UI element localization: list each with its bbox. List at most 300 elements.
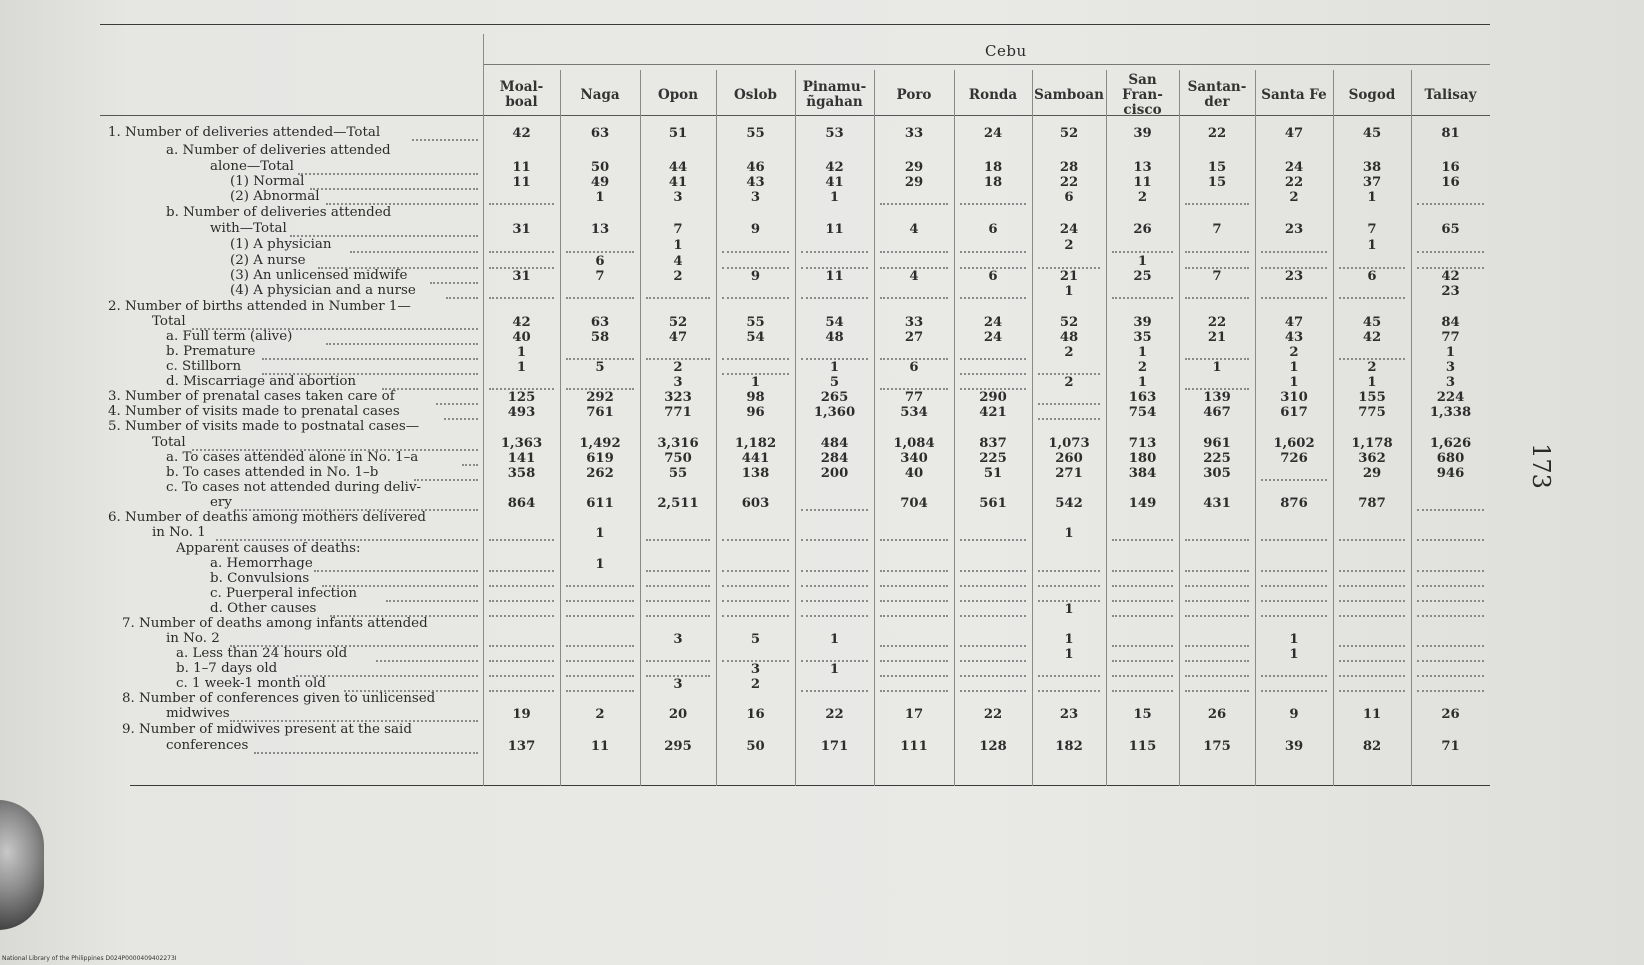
table-cell: 11 — [1133, 175, 1152, 190]
table-cell: 1 — [1137, 345, 1148, 360]
table-cell: 225 — [979, 451, 1007, 466]
leader-dots — [310, 188, 478, 190]
row-label: ery — [210, 495, 232, 510]
table-cell: 1 — [1289, 647, 1299, 662]
table-cell: 864 — [507, 496, 536, 511]
table-cell: 51 — [983, 466, 1003, 481]
table-cell: 467 — [1203, 405, 1231, 420]
column-header: Poro — [896, 86, 932, 103]
empty-cell-dots — [960, 675, 1026, 677]
row-label: 6. Number of deaths among mothers delivered — [108, 510, 426, 525]
table-cell: 45 — [1362, 126, 1382, 141]
table-cell: 5 — [829, 375, 840, 390]
empty-cell-dots — [960, 251, 1026, 253]
empty-cell-dots — [880, 539, 948, 541]
empty-cell-dots — [566, 675, 634, 677]
empty-cell-dots — [801, 615, 868, 617]
table-cell: 1,602 — [1273, 436, 1315, 451]
empty-cell-dots — [1417, 585, 1484, 587]
empty-cell-dots — [1417, 539, 1484, 541]
table-cell: 1 — [1064, 284, 1074, 299]
row-label: a. Less than 24 hours old — [176, 646, 348, 661]
table-cell: 21 — [1059, 269, 1079, 284]
table-cell: 1 — [829, 190, 840, 205]
table-cell: 421 — [979, 405, 1007, 420]
table-cell: 2 — [1289, 190, 1299, 205]
row-label: b. Convulsions — [210, 571, 310, 586]
empty-cell-dots — [489, 660, 554, 662]
row-label: with—Total — [210, 221, 287, 236]
table-cell: 149 — [1128, 496, 1157, 511]
table-cell: 55 — [746, 126, 765, 141]
empty-cell-dots — [1261, 251, 1327, 253]
table-cell: 77 — [904, 390, 924, 405]
table-cell: 3,316 — [657, 436, 699, 451]
table-cell: 55 — [668, 466, 688, 481]
table-cell: 4 — [909, 222, 919, 237]
empty-cell-dots — [566, 690, 634, 692]
empty-cell-dots — [1112, 675, 1173, 677]
table-cell: 290 — [979, 390, 1007, 405]
table-cell: 961 — [1203, 436, 1231, 451]
table-cell: 31 — [512, 222, 531, 237]
table-cell: 20 — [668, 707, 688, 722]
table-cell: 15 — [1207, 175, 1227, 190]
table-cell: 11 — [825, 269, 844, 284]
table-cell: 17 — [904, 707, 924, 722]
empty-cell-dots — [489, 251, 554, 253]
empty-cell-dots — [489, 675, 554, 677]
column-header: San Fran- cisco — [1122, 71, 1163, 118]
table-cell: 22 — [1207, 315, 1227, 330]
table-cell: 58 — [590, 330, 610, 345]
table-cell: 1 — [595, 557, 605, 572]
table-cell: 1,360 — [813, 405, 856, 420]
table-cell: 65 — [1441, 222, 1460, 237]
table-cell: 19 — [512, 707, 531, 722]
table-cell: 26 — [1133, 222, 1152, 237]
empty-cell-dots — [646, 297, 710, 299]
table-cell: 1 — [1367, 190, 1377, 205]
table-cell: 1,338 — [1429, 405, 1472, 420]
table-cell: 384 — [1128, 466, 1157, 481]
table-cell: 1,178 — [1351, 436, 1393, 451]
table-cell: 11 — [512, 175, 531, 190]
table-cell: 3 — [673, 632, 683, 647]
table-cell: 21 — [1207, 330, 1227, 345]
table-cell: 13 — [590, 222, 610, 237]
table-cell: 155 — [1358, 390, 1386, 405]
table-cell: 27 — [904, 330, 924, 345]
empty-cell-dots — [1185, 585, 1249, 587]
table-cell: 1 — [1137, 375, 1148, 390]
table-cell: 946 — [1436, 466, 1465, 481]
row-label: (4) A physician and a nurse — [230, 283, 416, 298]
table-cell: 182 — [1055, 739, 1083, 754]
row-label: (1) A physician — [230, 237, 332, 252]
column-header: Santan- der — [1187, 79, 1247, 110]
table-cell: 260 — [1055, 451, 1083, 466]
table-cell: 358 — [507, 466, 536, 481]
group-header: Cebu — [985, 42, 1027, 60]
table-cell: 7 — [673, 222, 683, 237]
table-cell: 7 — [1212, 222, 1222, 237]
leader-dots — [314, 570, 478, 572]
table-cell: 2 — [673, 360, 683, 375]
table-cell: 33 — [904, 126, 924, 141]
column-header: Opon — [657, 86, 699, 103]
empty-cell-dots — [1261, 539, 1327, 541]
empty-cell-dots — [1339, 539, 1405, 541]
table-cell: 2 — [1064, 238, 1074, 253]
table-cell: 1 — [1064, 526, 1074, 541]
empty-cell-dots — [801, 585, 868, 587]
empty-cell-dots — [801, 690, 868, 692]
empty-cell-dots — [960, 660, 1026, 662]
leader-dots — [436, 403, 478, 405]
empty-cell-dots — [801, 509, 868, 511]
table-cell: 18 — [983, 175, 1003, 190]
table-cell: 47 — [1284, 126, 1304, 141]
row-label: Total — [152, 435, 186, 450]
table-cell: 137 — [507, 739, 536, 754]
table-cell: 6 — [595, 254, 605, 269]
empty-cell-dots — [566, 251, 634, 253]
table-cell: 2,511 — [657, 496, 699, 511]
row-label: in No. 1 — [152, 525, 206, 540]
empty-cell-dots — [1112, 570, 1173, 572]
row-label: a. Full term (alive) — [166, 329, 293, 344]
top-rule — [100, 24, 1490, 25]
empty-cell-dots — [566, 585, 634, 587]
table-cell: 25 — [1133, 269, 1152, 284]
table-cell: 53 — [825, 126, 844, 141]
table-cell: 484 — [820, 436, 849, 451]
row-label: 1. Number of deliveries attended—Total — [108, 125, 381, 140]
empty-cell-dots — [489, 645, 554, 647]
table-cell: 23 — [1284, 269, 1304, 284]
table-cell: 754 — [1128, 405, 1157, 420]
row-label: (2) Abnormal — [230, 189, 320, 204]
column-header: Naga — [580, 86, 620, 103]
empty-cell-dots — [880, 570, 948, 572]
row-label: alone—Total — [210, 159, 294, 174]
row-label: 2. Number of births attended in Number 1— — [108, 299, 411, 314]
empty-cell-dots — [566, 297, 634, 299]
empty-cell-dots — [1112, 645, 1173, 647]
row-label: 5. Number of visits made to postnatal cases— — [108, 419, 420, 434]
table-cell: 611 — [586, 496, 614, 511]
empty-cell-dots — [1112, 660, 1173, 662]
row-label: b. To cases attended in No. 1–b — [166, 465, 379, 480]
empty-cell-dots — [1038, 570, 1100, 572]
empty-cell-dots — [489, 539, 554, 541]
table-cell: 11 — [590, 739, 610, 754]
table-cell: 43 — [1284, 330, 1304, 345]
table-cell: 876 — [1280, 496, 1308, 511]
table-cell: 726 — [1280, 451, 1308, 466]
empty-cell-dots — [722, 585, 789, 587]
table-cell: 617 — [1280, 405, 1308, 420]
leader-dots — [376, 660, 478, 662]
table-cell: 837 — [979, 436, 1007, 451]
empty-cell-dots — [1261, 690, 1327, 692]
empty-cell-dots — [722, 600, 789, 602]
empty-cell-dots — [1185, 615, 1249, 617]
table-cell: 42 — [1441, 269, 1460, 284]
table-cell: 271 — [1055, 466, 1083, 481]
table-cell: 2 — [1137, 190, 1148, 205]
table-cell: 171 — [820, 739, 849, 754]
empty-cell-dots — [1038, 403, 1100, 405]
table-cell: 295 — [664, 739, 692, 754]
table-cell: 2 — [1064, 375, 1074, 390]
row-label: b. Premature — [166, 344, 256, 359]
table-cell: 1 — [1289, 375, 1299, 390]
column-header: Oslob — [734, 86, 777, 103]
table-cell: 40 — [512, 330, 531, 345]
table-cell: 6 — [909, 360, 919, 375]
table-cell: 1,084 — [893, 436, 935, 451]
table-cell: 3 — [673, 190, 683, 205]
empty-cell-dots — [1185, 539, 1249, 541]
table-cell: 29 — [904, 160, 924, 175]
table-cell: 3 — [1445, 360, 1456, 375]
table-cell: 84 — [1441, 315, 1460, 330]
table-cell: 115 — [1128, 739, 1157, 754]
table-cell: 761 — [586, 405, 614, 420]
empty-cell-dots — [722, 615, 789, 617]
table-cell: 771 — [664, 405, 692, 420]
table-cell: 1 — [829, 360, 840, 375]
empty-cell-dots — [1185, 600, 1249, 602]
table-cell: 96 — [746, 405, 765, 420]
table-cell: 37 — [1362, 175, 1382, 190]
row-label: a. To cases attended alone in No. 1–a — [166, 450, 419, 465]
table-cell: 98 — [746, 390, 765, 405]
table-cell: 1 — [1137, 254, 1148, 269]
table-cell: 200 — [820, 466, 849, 481]
table-cell: 5 — [595, 360, 605, 375]
empty-cell-dots — [1185, 251, 1249, 253]
table-cell: 713 — [1128, 436, 1157, 451]
leader-dots — [462, 464, 478, 466]
empty-cell-dots — [1261, 479, 1327, 481]
table-cell: 42 — [512, 315, 531, 330]
table-cell: 49 — [590, 175, 610, 190]
empty-cell-dots — [1339, 615, 1405, 617]
table-cell: 47 — [1284, 315, 1304, 330]
group-rule — [483, 64, 1490, 65]
table-cell: 47 — [668, 330, 688, 345]
empty-cell-dots — [880, 297, 948, 299]
empty-cell-dots — [960, 645, 1026, 647]
column-header: Talisay — [1424, 86, 1477, 103]
table-cell: 42 — [512, 126, 531, 141]
column-header: Santa Fe — [1261, 86, 1327, 103]
row-label: a. Number of deliveries attended — [166, 143, 391, 158]
table-cell: 81 — [1441, 126, 1460, 141]
empty-cell-dots — [722, 251, 789, 253]
row-label: 7. Number of deaths among infants attended — [122, 616, 428, 631]
table-cell: 225 — [1203, 451, 1231, 466]
table-cell: 16 — [1441, 175, 1460, 190]
table-cell: 603 — [741, 496, 770, 511]
table-cell: 3 — [750, 662, 761, 677]
table-cell: 180 — [1128, 451, 1157, 466]
leader-dots — [444, 418, 478, 420]
table-cell: 42 — [1362, 330, 1382, 345]
table-cell: 138 — [741, 466, 770, 481]
empty-cell-dots — [880, 600, 948, 602]
empty-cell-dots — [801, 600, 868, 602]
table-cell: 1,492 — [579, 436, 621, 451]
table-cell: 3 — [673, 677, 683, 692]
table-cell: 2 — [1064, 345, 1074, 360]
table-cell: 561 — [979, 496, 1007, 511]
row-label: Apparent causes of deaths: — [176, 541, 361, 556]
row-label: d. Miscarriage and abortion — [166, 374, 357, 389]
column-header: Sogod — [1348, 86, 1396, 103]
table-cell: 22 — [1059, 175, 1079, 190]
table-cell: 22 — [1284, 175, 1304, 190]
empty-cell-dots — [722, 539, 789, 541]
table-cell: 141 — [507, 451, 536, 466]
empty-cell-dots — [801, 539, 868, 541]
empty-cell-dots — [489, 585, 554, 587]
table-cell: 7 — [1367, 222, 1377, 237]
table-cell: 1,073 — [1048, 436, 1090, 451]
table-cell: 29 — [904, 175, 924, 190]
empty-cell-dots — [960, 600, 1026, 602]
empty-cell-dots — [1339, 585, 1405, 587]
table-cell: 11 — [1362, 707, 1382, 722]
table-cell: 31 — [512, 269, 531, 284]
empty-cell-dots — [1038, 418, 1100, 420]
table-cell: 534 — [900, 405, 928, 420]
row-label: a. Hemorrhage — [210, 556, 313, 571]
column-header: Pinamu- ñgahan — [802, 79, 867, 110]
table-cell: 1 — [673, 238, 683, 253]
table-cell: 13 — [1133, 160, 1152, 175]
table-cell: 63 — [590, 315, 610, 330]
bottom-rule — [130, 785, 1490, 786]
empty-cell-dots — [880, 675, 948, 677]
table-cell: 40 — [904, 466, 924, 481]
table-cell: 284 — [820, 451, 849, 466]
table-cell: 1 — [1445, 345, 1456, 360]
table-cell: 111 — [900, 739, 928, 754]
leader-dots — [298, 173, 478, 175]
empty-cell-dots — [1038, 675, 1100, 677]
empty-cell-dots — [1261, 675, 1327, 677]
table-cell: 51 — [668, 126, 688, 141]
table-cell: 1 — [1064, 602, 1074, 617]
leader-dots — [412, 139, 478, 141]
empty-cell-dots — [1417, 675, 1484, 677]
empty-cell-dots — [1339, 660, 1405, 662]
table-cell: 6 — [1367, 269, 1377, 284]
empty-cell-dots — [1339, 645, 1405, 647]
empty-cell-dots — [801, 570, 868, 572]
row-label: in No. 2 — [166, 631, 220, 646]
table-cell: 16 — [746, 707, 765, 722]
row-label: conferences — [166, 738, 249, 753]
table-cell: 55 — [746, 315, 765, 330]
empty-cell-dots — [722, 570, 789, 572]
table-cell: 39 — [1133, 315, 1152, 330]
table-cell: 441 — [741, 451, 770, 466]
empty-cell-dots — [1417, 600, 1484, 602]
table-cell: 163 — [1128, 390, 1157, 405]
leader-dots — [414, 479, 478, 481]
table-cell: 493 — [507, 405, 536, 420]
table-cell: 24 — [983, 330, 1003, 345]
table-cell: 1 — [516, 360, 527, 375]
empty-cell-dots — [646, 585, 710, 587]
table-cell: 292 — [586, 390, 614, 405]
table-cell: 15 — [1133, 707, 1152, 722]
table-cell: 28 — [1059, 160, 1079, 175]
row-label: midwives — [166, 706, 230, 721]
table-cell: 46 — [746, 160, 765, 175]
empty-cell-dots — [1112, 615, 1173, 617]
empty-cell-dots — [489, 297, 554, 299]
table-cell: 4 — [673, 254, 683, 269]
table-cell: 26 — [1207, 707, 1227, 722]
table-cell: 1 — [829, 662, 840, 677]
table-cell: 1,182 — [734, 436, 777, 451]
empty-cell-dots — [646, 539, 710, 541]
empty-cell-dots — [1185, 675, 1249, 677]
table-cell: 323 — [664, 390, 692, 405]
empty-cell-dots — [722, 297, 789, 299]
table-cell: 1,363 — [500, 436, 543, 451]
table-cell: 50 — [746, 739, 765, 754]
empty-cell-dots — [801, 297, 868, 299]
table-cell: 1 — [595, 526, 605, 541]
table-cell: 42 — [825, 160, 844, 175]
leader-dots — [382, 388, 478, 390]
table-cell: 704 — [900, 496, 928, 511]
empty-cell-dots — [1417, 509, 1484, 511]
table-cell: 82 — [1362, 739, 1382, 754]
table-cell: 6 — [988, 269, 998, 284]
table-cell: 43 — [746, 175, 765, 190]
table-cell: 24 — [983, 126, 1003, 141]
empty-cell-dots — [880, 660, 948, 662]
empty-cell-dots — [489, 600, 554, 602]
table-cell: 2 — [1289, 345, 1299, 360]
empty-cell-dots — [880, 615, 948, 617]
empty-cell-dots — [960, 203, 1026, 205]
table-cell: 52 — [1059, 315, 1079, 330]
empty-cell-dots — [1112, 690, 1173, 692]
table-cell: 54 — [746, 330, 765, 345]
empty-cell-dots — [1417, 645, 1484, 647]
table-cell: 1 — [1212, 360, 1222, 375]
empty-cell-dots — [960, 585, 1026, 587]
table-cell: 3 — [1445, 375, 1456, 390]
table-cell: 2 — [1137, 360, 1148, 375]
table-cell: 16 — [1441, 160, 1460, 175]
table-cell: 48 — [1059, 330, 1079, 345]
table-cell: 5 — [750, 632, 761, 647]
table-cell: 41 — [825, 175, 844, 190]
row-label: 8. Number of conferences given to unlicensed — [122, 691, 436, 706]
table-cell: 3 — [750, 190, 761, 205]
empty-cell-dots — [1339, 690, 1405, 692]
